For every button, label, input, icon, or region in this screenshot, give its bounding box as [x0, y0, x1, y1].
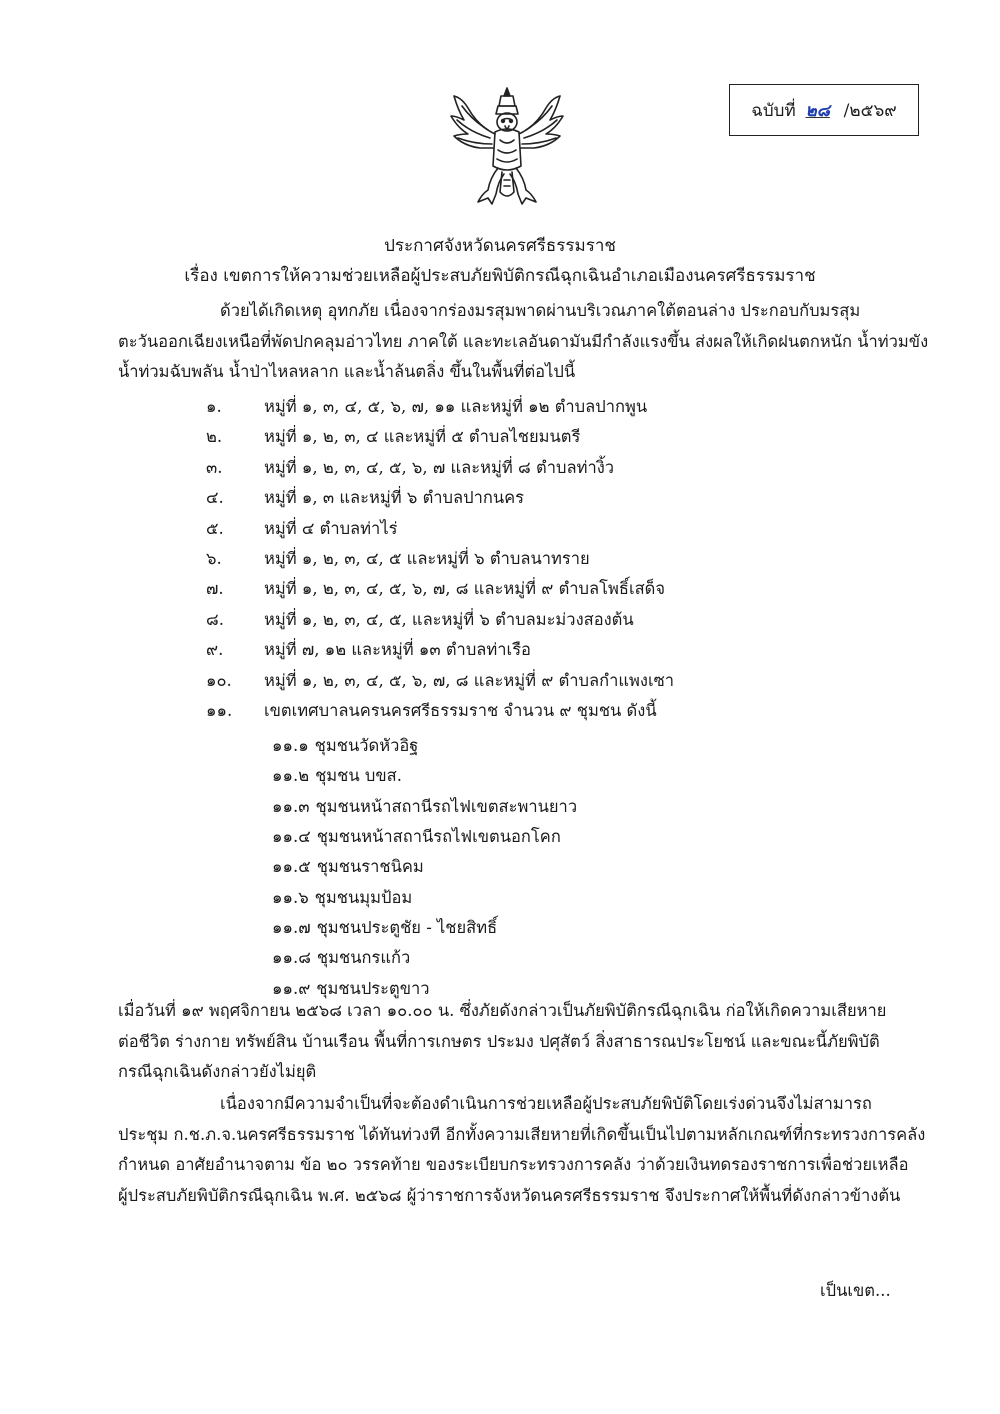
- event-line: เมื่อวันที่ ๑๙ พฤศจิกายน ๒๕๖๘ เวลา ๑๐.๐๐ น. ซึ่งภัยดังกล่าวเป็นภัยพิบัติกรณีฉุกเฉิน ก่อให้เกิดความเสียหาย: [118, 1001, 887, 1020]
- sub-list-item-text: ชุมชน บขส.: [315, 766, 402, 786]
- list-item: [206, 696, 926, 726]
- affected-area-list: [206, 392, 926, 726]
- sub-list-item-number: ๑๑.๔: [272, 827, 311, 847]
- list-item: [206, 392, 926, 422]
- sub-list-item: [272, 822, 912, 852]
- list-item: [206, 483, 926, 513]
- list-item-number: ๗.: [206, 579, 224, 599]
- intro-line: น้ำท่วมฉับพลัน น้ำป่าไหลหลาก และน้ำล้นตลิ่ง ขึ้นในพื้นที่ต่อไปนี้: [118, 362, 576, 381]
- sub-list-item: [272, 792, 912, 822]
- sub-list-item-number: ๑๑.๕: [272, 857, 311, 877]
- list-item: [206, 635, 926, 665]
- sub-list-item-text: ชุมชนประตูชัย - ไชยสิทธิ์: [316, 918, 498, 938]
- list-item-number: ๘.: [206, 609, 224, 629]
- list-item-number: ๒.: [206, 427, 223, 447]
- reason-paragraph: [118, 1089, 926, 1211]
- list-item: [206, 666, 926, 696]
- list-item-text: หมู่ที่ ๑, ๒, ๓, ๔, ๕, ๖, ๗, ๘ และหมู่ที่ ๙ ตำบลโพธิ์เสด็จ: [264, 579, 666, 599]
- list-item: [206, 514, 926, 544]
- sub-list-item-number: ๑๑.๒: [272, 766, 310, 786]
- list-item-text: หมู่ที่ ๑, ๓ และหมู่ที่ ๖ ตำบลปากนคร: [264, 488, 525, 508]
- sub-list-item-text: ชุมชนกรแก้ว: [316, 948, 411, 968]
- list-item-number: ๑.: [206, 397, 222, 416]
- list-item-text: หมู่ที่ ๑, ๒, ๓, ๔, ๕, และหมู่ที่ ๖ ตำบลมะม่วงสองต้น: [264, 609, 634, 629]
- community-list: [272, 731, 912, 1004]
- reason-line: ผู้ประสบภัยพิบัติกรณีฉุกเฉิน พ.ศ. ๒๕๖๘ ผู้ว่าราชการจังหวัดนครศรีธรรมราช จึงประกาศให้พื้นที่ดังกล่าวข้างต้น: [118, 1185, 901, 1205]
- list-item-text: หมู่ที่ ๔ ตำบลท่าไร่: [264, 518, 398, 538]
- issue-number-box: [729, 84, 919, 136]
- list-item-number: ๕.: [206, 518, 224, 538]
- list-item-number: ๙.: [206, 640, 224, 660]
- list-item-text: หมู่ที่ ๑, ๒, ๓, ๔, ๕, ๖, ๗, ๘ และหมู่ที่ ๙ ตำบลกำแพงเซา: [264, 670, 675, 690]
- list-item-number: ๓.: [206, 457, 223, 477]
- page-title: ประกาศจังหวัดนครศรีธรรมราช: [384, 236, 616, 256]
- garuda-emblem-icon: [448, 86, 566, 210]
- list-item-text: หมู่ที่ ๗, ๑๒ และหมู่ที่ ๑๓ ตำบลท่าเรือ: [264, 640, 531, 660]
- sub-list-item-text: ชุมชนมุมป้อม: [314, 887, 413, 907]
- list-item-text: เขตเทศบาลนครนครศรีธรรมราช จำนวน ๙ ชุมชน ดังนี้: [264, 700, 657, 720]
- list-item: [206, 605, 926, 635]
- list-item-number: ๑๑.: [206, 700, 233, 720]
- event-line: กรณีฉุกเฉินดังกล่าวยังไม่ยุติ: [118, 1062, 317, 1081]
- intro-line: ตะวันออกเฉียงเหนือที่พัดปกคลุมอ่าวไทย ภาคใต้ และทะเลอันดามันมีกำลังแรงขึ้น ส่งผลให้เกิดฝนตกหนัก น้ำท่วมขัง: [118, 331, 929, 351]
- sub-list-item: [272, 883, 912, 913]
- sub-list-item: [272, 943, 912, 973]
- sub-list-item-text: ชุมชนวัดหัวอิฐ: [314, 736, 419, 755]
- issue-label: ฉบับที่: [751, 100, 796, 121]
- list-item-text: หมู่ที่ ๑, ๓, ๔, ๕, ๖, ๗, ๑๑ และหมู่ที่ ๑๒ ตำบลปากพูน: [264, 397, 648, 416]
- sub-list-item: [272, 731, 912, 761]
- list-item: [206, 422, 926, 452]
- intro-line: ด้วยได้เกิดเหตุ อุทกภัย เนื่องจากร่องมรสุมพาดผ่านบริเวณภาคใต้ตอนล่าง ประกอบกับมรสุม: [220, 301, 861, 320]
- sub-list-item: [272, 913, 912, 943]
- issue-year: /๒๕๖๙: [843, 100, 897, 121]
- sub-list-item-text: ชุมชนประตูขาว: [316, 978, 430, 998]
- sub-list-item-number: ๑๑.๙: [272, 978, 311, 998]
- issue-number: ๒๘: [805, 100, 830, 121]
- sub-list-item: [272, 852, 912, 882]
- page-subject: เรื่อง เขตการให้ความช่วยเหลือผู้ประสบภัยพิบัติกรณีฉุกเฉินอำเภอเมืองนครศรีธรรมราช: [184, 266, 816, 286]
- reason-line: เนื่องจากมีความจำเป็นที่จะต้องดำเนินการช่วยเหลือผู้ประสบภัยพิบัติโดยเร่งด่วนจึงไม่สามารถ: [220, 1094, 872, 1113]
- sub-list-item-number: ๑๑.๑: [272, 736, 309, 755]
- sub-list-item-text: ชุมชนราชนิคม: [316, 857, 424, 877]
- sub-list-item-number: ๑๑.๘: [272, 948, 311, 968]
- list-item-number: ๔.: [206, 488, 224, 508]
- event-line: ต่อชีวิต ร่างกาย ทรัพย์สิน บ้านเรือน พื้นที่การเกษตร ประมง ปศุสัตว์ สิ่งสาธารณประโยชน์ และขณะนี้ภัยพิบัติ: [118, 1031, 880, 1051]
- reason-line: กำหนด อาศัยอำนาจตาม ข้อ ๒๐ วรรคท้าย ของระเบียบกระทรวงการคลัง ว่าด้วยเงินทดรองราชการเพื่อช่วยเหลือ: [118, 1155, 909, 1174]
- sub-list-item-number: ๑๑.๖: [272, 887, 309, 907]
- list-item: [206, 574, 926, 604]
- sub-list-item: [272, 761, 912, 791]
- intro-paragraph: [118, 296, 929, 388]
- list-item-text: หมู่ที่ ๑, ๒, ๓, ๔ และหมู่ที่ ๕ ตำบลไชยมนตรี: [264, 427, 581, 447]
- list-item-text: หมู่ที่ ๑, ๒, ๓, ๔, ๕, ๖, ๗ และหมู่ที่ ๘ ตำบลท่างิ้ว: [264, 457, 615, 477]
- event-paragraph: [118, 996, 920, 1088]
- continuation-note: เป็นเขต...: [820, 1281, 891, 1300]
- sub-list-item-number: ๑๑.๗: [272, 918, 311, 938]
- list-item-number: ๑๐.: [206, 670, 232, 690]
- list-item: [206, 544, 926, 574]
- sub-list-item-text: ชุมชนหน้าสถานีรถไฟเขตนอกโคก: [316, 827, 561, 847]
- sub-list-item-number: ๑๑.๓: [272, 796, 310, 816]
- sub-list-item-text: ชุมชนหน้าสถานีรถไฟเขตสะพานยาว: [315, 796, 578, 816]
- list-item: [206, 453, 926, 483]
- list-item-text: หมู่ที่ ๑, ๒, ๓, ๔, ๕ และหมู่ที่ ๖ ตำบลนาทราย: [264, 548, 590, 568]
- reason-line: ประชุม ก.ช.ภ.จ.นครศรีธรรมราช ได้ทันท่วงที อีกทั้งความเสียหายที่เกิดขึ้นเป็นไปตามหลักเกณฑ์ที่กระทรวงการคลัง: [118, 1124, 926, 1144]
- list-item-number: ๖.: [206, 548, 222, 568]
